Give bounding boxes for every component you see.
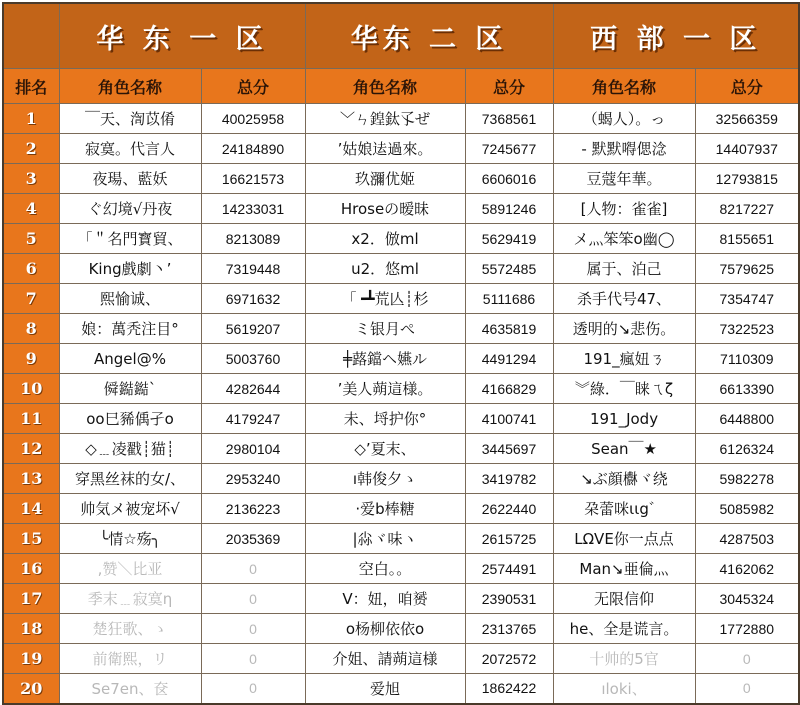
leaderboard-table xyxy=(2,2,800,705)
player-name-cell: 属于、泊己 xyxy=(553,254,695,284)
player-score-cell: 5111686 xyxy=(465,284,553,314)
player-name-cell: Man↘亜倫灬 xyxy=(553,554,695,584)
player-score-cell: 2035369 xyxy=(201,524,305,554)
player-name-cell: Sean￣★ xyxy=(553,434,695,464)
player-score-cell: 7322523 xyxy=(695,314,799,344)
player-score-cell: 2072572 xyxy=(465,644,553,674)
table-row xyxy=(3,224,799,254)
player-name-cell: 空白。。 xyxy=(305,554,465,584)
player-score-cell: 6448800 xyxy=(695,404,799,434)
player-name-cell: 娘：萬秃注目° xyxy=(59,314,201,344)
player-score-cell: 2980104 xyxy=(201,434,305,464)
player-score-cell: 0 xyxy=(201,584,305,614)
rank-cell: 14 xyxy=(3,494,59,524)
score-column-header: 总分 xyxy=(695,69,799,104)
player-name-cell: 杀手代号47、 xyxy=(553,284,695,314)
name-column-header: 角色名称 xyxy=(305,69,465,104)
player-score-cell: 14407937 xyxy=(695,134,799,164)
player-name-cell: ,赞＼比亚 xyxy=(59,554,201,584)
player-name-cell: 191_瘋妞ㄋ xyxy=(553,344,695,374)
player-name-cell: 豆蔻年華。 xyxy=(553,164,695,194)
table-row xyxy=(3,314,799,344)
player-name-cell: he、全是谎言。 xyxy=(553,614,695,644)
rank-cell: 17 xyxy=(3,584,59,614)
player-name-cell: o杨柳依依o xyxy=(305,614,465,644)
player-score-cell: 5891246 xyxy=(465,194,553,224)
player-score-cell: 0 xyxy=(695,674,799,704)
player-name-cell: ↘ぶ顔欁ヾ绕 xyxy=(553,464,695,494)
table-row xyxy=(3,494,799,524)
rank-cell: 19 xyxy=(3,644,59,674)
region-header-west-1: 西 部 一 区 xyxy=(553,3,799,69)
table-row xyxy=(3,374,799,404)
player-name-cell: 前衛熙，リ xyxy=(59,644,201,674)
player-name-cell: ╪蕗鐺ヘ嬿ル xyxy=(305,344,465,374)
player-name-cell: ﹀ㄣ鍠鈦孓ぜ xyxy=(305,104,465,134)
player-score-cell: 16621573 xyxy=(201,164,305,194)
player-name-cell: - 默默嘚偲淰 xyxy=(553,134,695,164)
player-name-cell: 僢鐑鐑ˋ xyxy=(59,374,201,404)
player-name-cell: （蝎人）。っ xyxy=(553,104,695,134)
player-score-cell: 2313765 xyxy=(465,614,553,644)
rank-cell: 6 xyxy=(3,254,59,284)
player-score-cell: 0 xyxy=(695,644,799,674)
table-row xyxy=(3,134,799,164)
table-row xyxy=(3,644,799,674)
player-score-cell: 2574491 xyxy=(465,554,553,584)
player-score-cell: 7579625 xyxy=(695,254,799,284)
player-score-cell: 24184890 xyxy=(201,134,305,164)
player-score-cell: 0 xyxy=(201,674,305,704)
player-name-cell: ◇﹍凌戳┊猫┊ xyxy=(59,434,201,464)
player-score-cell: 14233031 xyxy=(201,194,305,224)
player-score-cell: 4491294 xyxy=(465,344,553,374)
table-row xyxy=(3,164,799,194)
player-score-cell: 8213089 xyxy=(201,224,305,254)
rank-cell: 4 xyxy=(3,194,59,224)
player-score-cell: 6971632 xyxy=(201,284,305,314)
table-row xyxy=(3,194,799,224)
player-score-cell: 4635819 xyxy=(465,314,553,344)
rank-cell: 2 xyxy=(3,134,59,164)
player-score-cell: 3419782 xyxy=(465,464,553,494)
table-row xyxy=(3,614,799,644)
player-name-cell: ミ银月ぺ xyxy=(305,314,465,344)
player-name-cell: ’美人蒴這様。 xyxy=(305,374,465,404)
table-row xyxy=(3,524,799,554)
player-name-cell: Hroseの暧昧 xyxy=(305,194,465,224)
player-name-cell: ￣天、渹苡倄 xyxy=(59,104,201,134)
table-row xyxy=(3,284,799,314)
player-name-cell: oo巳豨偊孑o xyxy=(59,404,201,434)
table-row xyxy=(3,344,799,374)
rank-cell: 16 xyxy=(3,554,59,584)
rank-cell: 5 xyxy=(3,224,59,254)
player-score-cell: 0 xyxy=(201,644,305,674)
player-name-cell: 无限信仰 xyxy=(553,584,695,614)
player-score-cell: 7368561 xyxy=(465,104,553,134)
player-name-cell: 「╺┻荒亾┊杉 xyxy=(305,284,465,314)
player-name-cell: 季末﹍寂寞η xyxy=(59,584,201,614)
player-score-cell: 0 xyxy=(201,614,305,644)
rank-cell: 15 xyxy=(3,524,59,554)
player-name-cell: Angel@% xyxy=(59,344,201,374)
player-name-cell: ıloki、 xyxy=(553,674,695,704)
player-name-cell: 寂寞。代言人 xyxy=(59,134,201,164)
player-name-cell: ぐ幻境√丹夜 xyxy=(59,194,201,224)
player-score-cell: 1862422 xyxy=(465,674,553,704)
player-name-cell: 夜瑒、藍妖 xyxy=(59,164,201,194)
player-score-cell: 4179247 xyxy=(201,404,305,434)
player-name-cell: u2．悠ml xyxy=(305,254,465,284)
player-name-cell: 未、埒护你° xyxy=(305,404,465,434)
player-score-cell: 40025958 xyxy=(201,104,305,134)
rank-cell: 3 xyxy=(3,164,59,194)
player-name-cell: 穿黑丝袜的女/、 xyxy=(59,464,201,494)
player-score-cell: 5982278 xyxy=(695,464,799,494)
player-name-cell: 玖瀰优姬 xyxy=(305,164,465,194)
player-score-cell: 4100741 xyxy=(465,404,553,434)
rank-column-header: 排名 xyxy=(3,69,59,104)
player-score-cell: 4287503 xyxy=(695,524,799,554)
table-row xyxy=(3,584,799,614)
table-row xyxy=(3,104,799,134)
player-name-cell: [人物：雀雀] xyxy=(553,194,695,224)
player-score-cell: 5003760 xyxy=(201,344,305,374)
player-name-cell: 191_Jody xyxy=(553,404,695,434)
rank-cell: 1 xyxy=(3,104,59,134)
player-name-cell: 熙愉诚、 xyxy=(59,284,201,314)
player-score-cell: 2390531 xyxy=(465,584,553,614)
player-name-cell: 朶蕾咪ιιg゛ xyxy=(553,494,695,524)
table-row xyxy=(3,464,799,494)
player-score-cell: 7245677 xyxy=(465,134,553,164)
player-score-cell: 8217227 xyxy=(695,194,799,224)
player-score-cell: 4162062 xyxy=(695,554,799,584)
player-name-cell: ╰情☆殇╮ xyxy=(59,524,201,554)
player-score-cell: 2136223 xyxy=(201,494,305,524)
rank-cell: 7 xyxy=(3,284,59,314)
rank-cell: 10 xyxy=(3,374,59,404)
name-column-header: 角色名称 xyxy=(553,69,695,104)
rank-cell: 11 xyxy=(3,404,59,434)
name-column-header: 角色名称 xyxy=(59,69,201,104)
player-name-cell: 透明的↘悲伤。 xyxy=(553,314,695,344)
rank-cell: 9 xyxy=(3,344,59,374)
player-score-cell: 2953240 xyxy=(201,464,305,494)
player-name-cell: ’姑娘迲過來。 xyxy=(305,134,465,164)
score-column-header: 总分 xyxy=(201,69,305,104)
player-name-cell: King戲劇丶’ xyxy=(59,254,201,284)
player-score-cell: 32566359 xyxy=(695,104,799,134)
player-score-cell: 12793815 xyxy=(695,164,799,194)
player-score-cell: 6613390 xyxy=(695,374,799,404)
player-score-cell: 2622440 xyxy=(465,494,553,524)
player-name-cell: ︾綠．￣睐ㄟζ xyxy=(553,374,695,404)
player-score-cell: 4166829 xyxy=(465,374,553,404)
player-name-cell: Se7en、奁 xyxy=(59,674,201,704)
player-score-cell: 6126324 xyxy=(695,434,799,464)
player-name-cell: 帅気メ被宠坏√ xyxy=(59,494,201,524)
rank-cell: 12 xyxy=(3,434,59,464)
player-score-cell: 2615725 xyxy=(465,524,553,554)
table-row xyxy=(3,254,799,284)
player-name-cell: 「＂名門寳貿、 xyxy=(59,224,201,254)
player-score-cell: 3045324 xyxy=(695,584,799,614)
player-score-cell: 7354747 xyxy=(695,284,799,314)
table-row xyxy=(3,404,799,434)
player-name-cell: ·爱b棒糖 xyxy=(305,494,465,524)
player-name-cell: V：妞，咱赟 xyxy=(305,584,465,614)
player-score-cell: 3445697 xyxy=(465,434,553,464)
player-name-cell: ı韩俊夕ゝ xyxy=(305,464,465,494)
player-score-cell: 5629419 xyxy=(465,224,553,254)
player-name-cell: 介姐、請蒴這様 xyxy=(305,644,465,674)
player-score-cell: 7319448 xyxy=(201,254,305,284)
region-header-east-2: 华东 二 区 xyxy=(305,3,553,69)
player-score-cell: 0 xyxy=(201,554,305,584)
table-row xyxy=(3,554,799,584)
player-score-cell: 7110309 xyxy=(695,344,799,374)
region-header-east-1: 华 东 一 区 xyxy=(59,3,305,69)
rank-cell: 20 xyxy=(3,674,59,704)
corner-cell xyxy=(3,3,59,69)
rank-cell: 8 xyxy=(3,314,59,344)
player-score-cell: 5619207 xyxy=(201,314,305,344)
leaderboard-body xyxy=(3,104,799,704)
player-score-cell: 5085982 xyxy=(695,494,799,524)
table-row xyxy=(3,434,799,464)
player-name-cell: 爱旭 xyxy=(305,674,465,704)
player-name-cell: メ灬笨笨o幽◯ xyxy=(553,224,695,254)
player-score-cell: 4282644 xyxy=(201,374,305,404)
player-name-cell: |尛ヾ味ヽ xyxy=(305,524,465,554)
score-column-header: 总分 xyxy=(465,69,553,104)
rank-cell: 18 xyxy=(3,614,59,644)
player-name-cell: 楚狂歌、ゝ xyxy=(59,614,201,644)
player-score-cell: 6606016 xyxy=(465,164,553,194)
rank-cell: 13 xyxy=(3,464,59,494)
player-name-cell: ◇’夏末、 xyxy=(305,434,465,464)
table-row xyxy=(3,674,799,704)
player-score-cell: 1772880 xyxy=(695,614,799,644)
player-name-cell: x2．倣ml xyxy=(305,224,465,254)
player-name-cell: LΩⅤE你一点点 xyxy=(553,524,695,554)
player-score-cell: 8155651 xyxy=(695,224,799,254)
player-name-cell: 十帅的5官 xyxy=(553,644,695,674)
player-score-cell: 5572485 xyxy=(465,254,553,284)
